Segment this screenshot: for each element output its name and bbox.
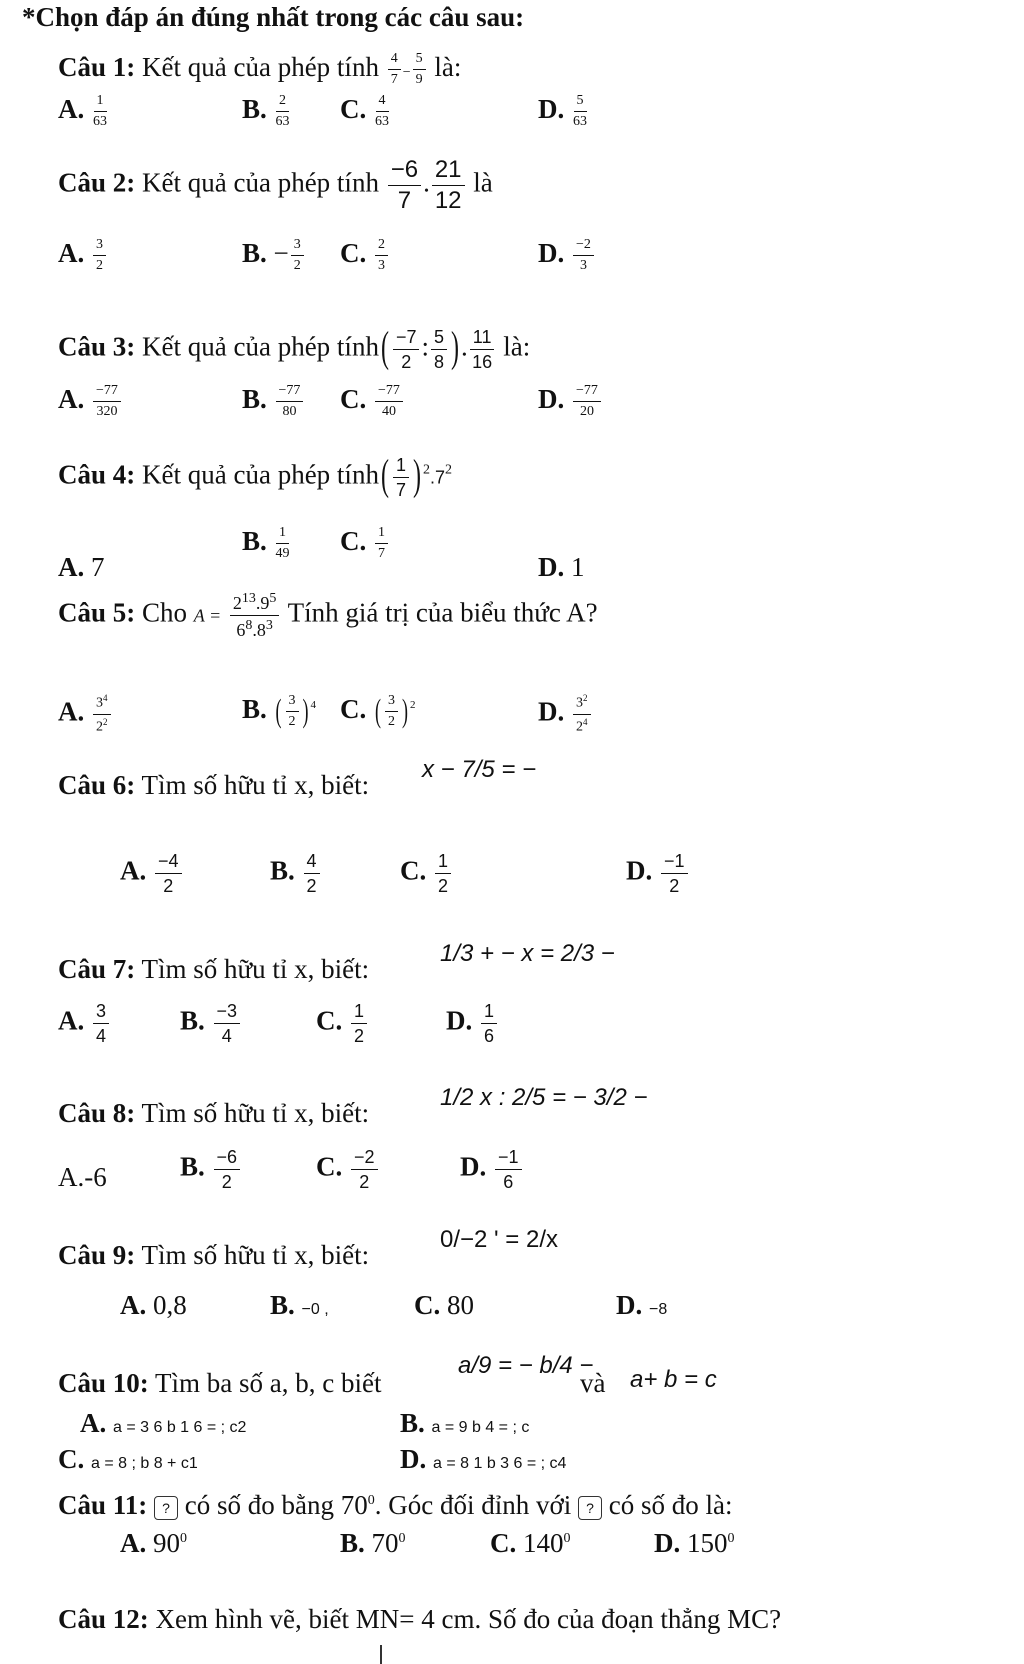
option-a[interactable]: A. 0,8 [120,1290,187,1320]
question-text: Kết quả của phép tính [142,52,379,82]
question-9: Câu 9: Tìm số hữu tỉ x, biết: [58,1240,370,1270]
option-d[interactable]: D. $\frac{3^2}{2^4}$ [538,694,593,734]
question-2: Câu 2: Kết quả của phép tính $\frac{-6}{7}$ . $\frac{21}{12}$ là [58,156,493,214]
option-c[interactable]: C. 80 [414,1290,474,1320]
question-8: Câu 8: Tìm số hữu tỉ x, biết: [58,1098,370,1128]
question-label: Câu 1: [58,52,136,82]
equation: 1/3 + − x = 2/3 − [440,940,615,967]
question-1: Câu 1: Kết quả của phép tính $\frac{4}{7}$ − $\frac{5}{9}$ là: [58,51,462,88]
option-b[interactable]: B. $\frac{1}{49}$ [242,525,290,562]
option-a[interactable]: A.-6 [58,1162,107,1192]
option-a[interactable]: A. $90^0$ [120,1528,187,1558]
option-a[interactable]: A. $\frac{3^4}{2^2}$ [58,694,113,734]
option-b[interactable]: B. $\frac{2}{63}$ [242,93,290,130]
option-b[interactable]: B. − $\frac{3}{2}$ [242,238,306,273]
option-b[interactable]: B. $\frac{-77}{80}$ [242,384,305,419]
angle-icon: ? [578,1496,602,1520]
question-5: Câu 5: Cho A = $\frac{2^{13}.9^5}{6^8.8^3}$ Tính giá trị của biểu thức A? [58,591,598,640]
option-a[interactable]: A. $\frac{1}{63}$ [58,93,107,130]
option-d[interactable]: D. 1 [538,552,585,582]
option-a[interactable]: A. $\frac{3}{4}$ [58,1002,111,1045]
option-d[interactable]: D. $150^0$ [654,1528,735,1558]
option-c[interactable]: C. $\frac{4}{63}$ [340,93,389,130]
option-b[interactable]: B. −0 , [270,1290,329,1320]
question-6: Câu 6: Tìm số hữu tỉ x, biết: [58,770,370,800]
option-b[interactable]: B. $\frac{4}{2}$ [270,852,322,895]
option-b[interactable]: B. a = 9 b 4 = ; c [400,1408,530,1438]
option-c[interactable]: C. $\frac{-77}{40}$ [340,384,405,419]
question-3: Câu 3: Kết quả của phép tính( $\frac{-7}{2}$ : $\frac{5}{8}$ ). $\frac{11}{16}$ là: [58,325,531,372]
option-a[interactable]: A. $\frac{-4}{2}$ [120,852,184,895]
option-c[interactable]: C. $\frac{2}{3}$ [340,238,390,273]
option-b[interactable]: B. $70^0$ [340,1528,406,1558]
connector-text: và [580,1368,606,1398]
option-d[interactable]: D. −8 [616,1290,668,1320]
option-c[interactable]: C. $\frac{-2}{2}$ [316,1148,380,1191]
option-d[interactable]: D. $\frac{-1}{2}$ [626,852,690,895]
equation: a/9 = − b/4 − [458,1352,594,1379]
equation: a+ b = c [630,1366,717,1393]
option-d[interactable]: D. a = 8 1 b 3 6 = ; c4 [400,1444,567,1474]
question-12: Câu 12: Xem hình vẽ, biết MN= 4 cm. Số đo của đoạn thẳng MC? [58,1604,782,1634]
option-a[interactable]: A. 7 [58,552,105,582]
angle-icon: ? [154,1496,178,1520]
option-d[interactable]: D. $\frac{-1}{6}$ [460,1148,524,1191]
option-a[interactable]: A. $\frac{-77}{320}$ [58,384,123,419]
equation: x − 7/5 = − [422,756,537,783]
question-10: Câu 10: Tìm ba số a, b, c biết [58,1368,382,1398]
option-b[interactable]: B. $\frac{-3}{4}$ [180,1002,242,1045]
question-11: Câu 11: ? có số đo bằng $70^0$. Góc đối đỉnh với ? có số đo là: [58,1490,733,1520]
option-d[interactable]: D. $\frac{-2}{3}$ [538,238,596,273]
fraction: $\frac{5}{9}$ [413,52,426,87]
option-c[interactable]: C. $\frac{1}{2}$ [400,852,453,895]
fraction: $\frac{4}{7}$ [388,52,401,87]
option-c[interactable]: C. ( $\frac{3}{2}$ ) $^2$ [340,692,416,730]
option-a[interactable]: A. $\frac{3}{2}$ [58,238,108,273]
option-c[interactable]: C. $140^0$ [490,1528,571,1558]
option-d[interactable]: D. $\frac{1}{6}$ [446,1002,499,1045]
page-title: *Chọn đáp án đúng nhất trong các câu sau: [22,2,525,32]
option-c[interactable]: C. a = 8 ; b 8 + c1 [58,1444,198,1474]
option-d[interactable]: D. $\frac{-77}{20}$ [538,384,603,419]
option-c[interactable]: C. $\frac{1}{2}$ [316,1002,369,1045]
figure-line [380,1645,382,1664]
option-b[interactable]: B. ( $\frac{3}{2}$ ) $^4$ [242,692,317,730]
option-c[interactable]: C. $\frac{1}{7}$ [340,526,390,561]
equation: 1/2 x : 2/5 = − 3/2 − [440,1084,648,1111]
option-a[interactable]: A. a = 3 6 b 1 6 = ; c2 [80,1408,247,1438]
question-4: Câu 4: Kết quả của phép tính( $\frac{1}{7}$ ) $^2.7^2$ [58,453,452,500]
option-d[interactable]: D. $\frac{5}{63}$ [538,93,587,130]
question-7: Câu 7: Tìm số hữu tỉ x, biết: [58,954,370,984]
equation: 0/−2 ' = 2/x [440,1226,558,1253]
option-b[interactable]: B. $\frac{-6}{2}$ [180,1148,242,1191]
